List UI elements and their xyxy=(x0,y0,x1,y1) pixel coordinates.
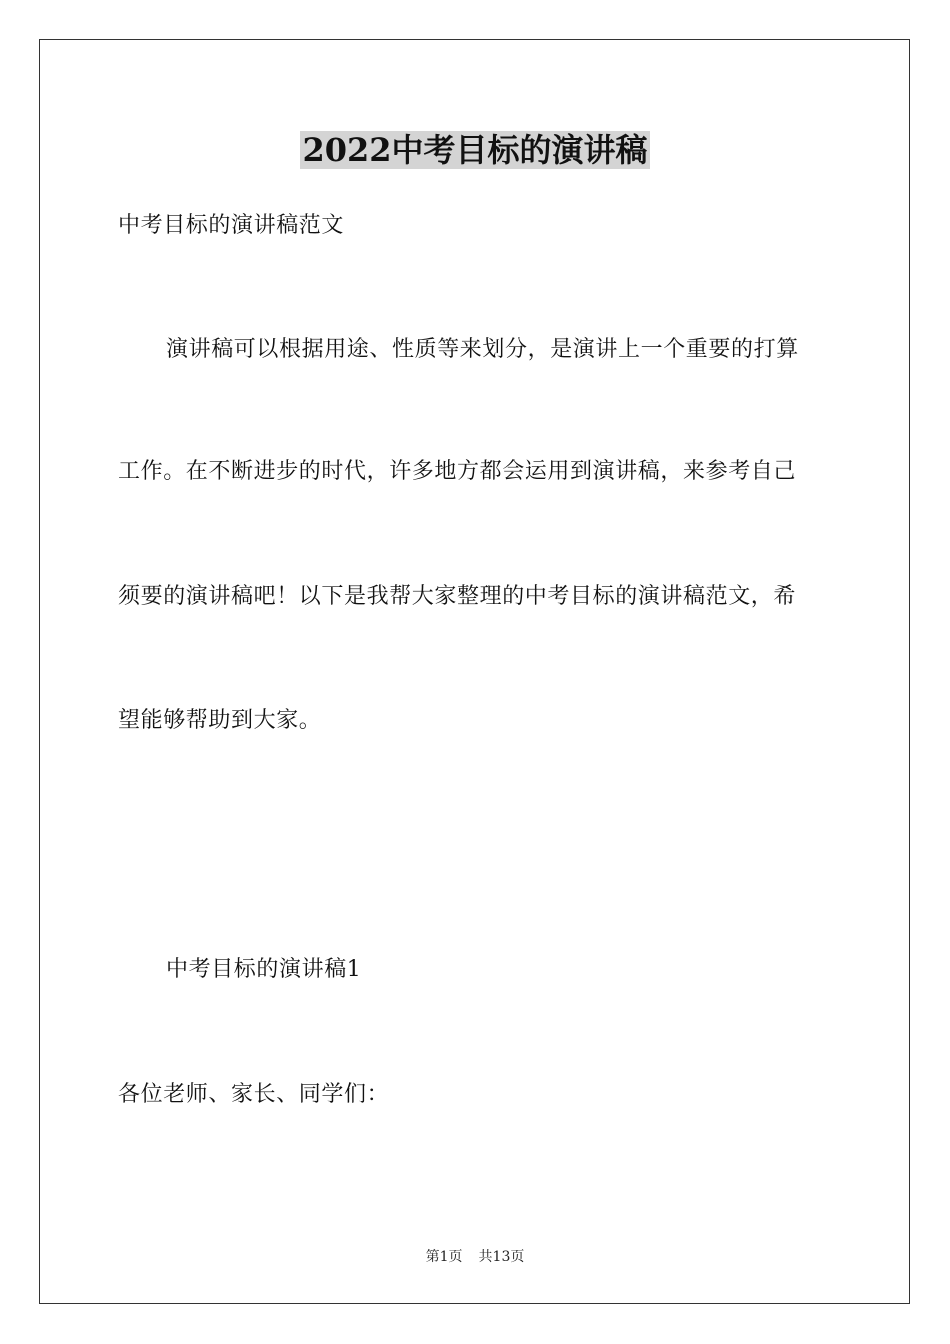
intro-line-3: 须要的演讲稿吧！以下是我帮大家整理的中考目标的演讲稿范文，希 xyxy=(118,584,797,609)
section-heading: 中考目标的演讲稿1 xyxy=(166,957,362,982)
intro-line-2: 工作。在不断进步的时代，许多地方都会运用到演讲稿，来参考自己 xyxy=(118,459,797,484)
document-title-text: 2022中考目标的演讲稿 xyxy=(302,131,648,169)
salutation: 各位老师、家长、同学们： xyxy=(118,1082,390,1107)
intro-line-1: 演讲稿可以根据用途、性质等来划分，是演讲上一个重要的打算 xyxy=(166,337,799,362)
document-title xyxy=(0,130,950,170)
page-footer xyxy=(0,1247,950,1267)
document-subtitle: 中考目标的演讲稿范文 xyxy=(118,213,345,238)
page-total: 共13页 xyxy=(478,1249,525,1265)
intro-line-4: 望能够帮助到大家。 xyxy=(118,708,322,733)
page-number: 第1页 xyxy=(425,1249,463,1265)
